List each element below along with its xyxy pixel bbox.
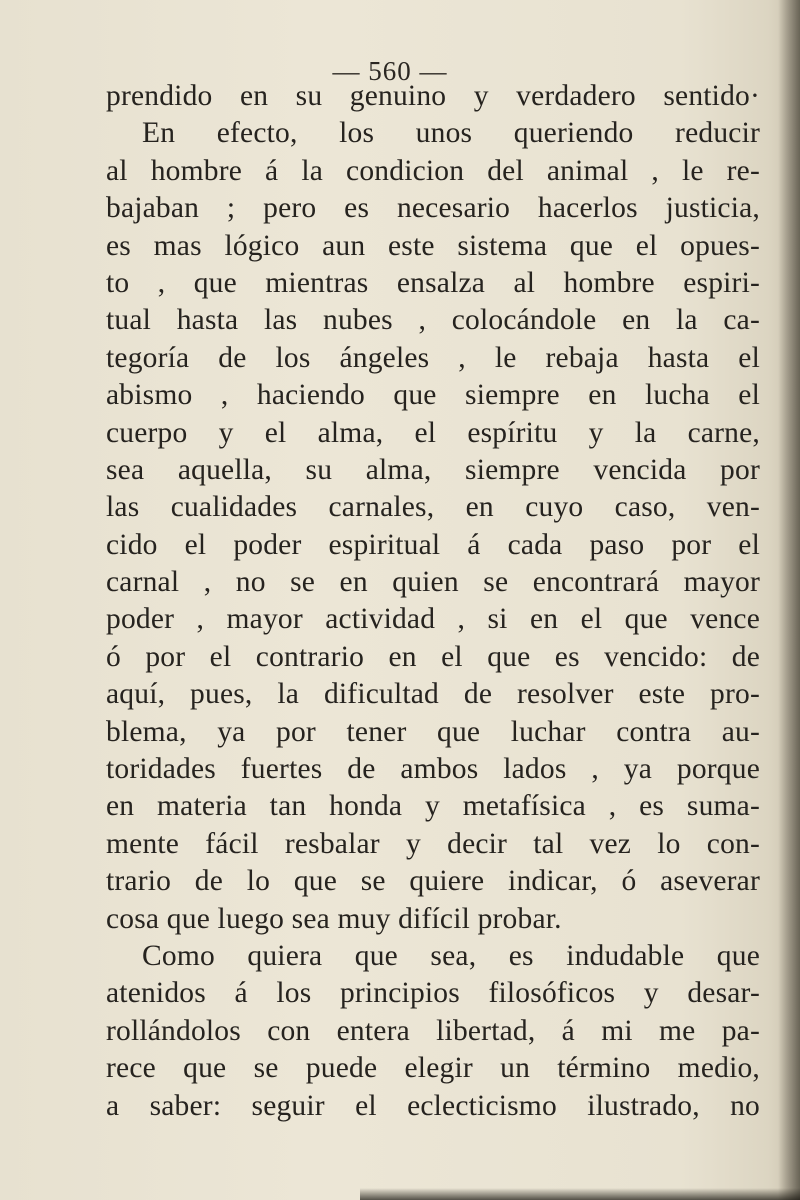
page-bottom-shadow: [360, 1188, 800, 1200]
text-line: blema, ya por tener que luchar contra au-: [106, 715, 760, 748]
text-line: rollándolos con entera libertad, á mi me pa-: [106, 1014, 760, 1047]
text-line: atenidos á los principios filosóficos y desar-: [106, 977, 760, 1010]
text-line: ó por el contrario en el que es vencido: de: [106, 640, 760, 673]
text-line: cosa que luego sea muy difícil probar.: [106, 902, 562, 935]
text-line: bajaban ; pero es necesario hacerlos justicia,: [106, 192, 760, 225]
text-line: En efecto, los unos queriendo reducir: [142, 117, 760, 150]
text-line: en materia tan honda y metafísica , es suma-: [106, 790, 760, 823]
page-binding-shadow: [778, 0, 800, 1200]
text-line: abismo , haciendo que siempre en lucha el: [106, 379, 760, 412]
text-line: to , que mientras ensalza al hombre espiri-: [106, 266, 760, 299]
text-line: es mas lógico aun este sistema que el opues-: [106, 229, 760, 262]
page-number: — 560 —: [332, 56, 448, 86]
text-line: a saber: seguir el eclecticismo ilustrado, no: [106, 1089, 760, 1122]
text-line: aquí, pues, la dificultad de resolver este pro-: [106, 678, 760, 711]
text-line: toridades fuertes de ambos lados , ya porque: [106, 753, 760, 786]
text-line: Como quiera que sea, es indudable que: [142, 939, 760, 972]
text-line: las cualidades carnales, en cuyo caso, ven-: [106, 491, 760, 524]
text-line: tegoría de los ángeles , le rebaja hasta el: [106, 341, 760, 374]
text-line: trario de lo que se quiere indicar, ó aseverar: [106, 865, 760, 898]
text-line: cuerpo y el alma, el espíritu y la carne,: [106, 416, 760, 449]
text-line: rece que se puede elegir un término medio,: [106, 1052, 760, 1085]
text-line: sea aquella, su alma, siempre vencida por: [106, 453, 760, 486]
text-line: mente fácil resbalar y decir tal vez lo con-: [106, 827, 760, 860]
text-line: carnal , no se en quien se encontrará mayor: [106, 566, 760, 599]
text-line: tual hasta las nubes , colocándole en la ca-: [106, 304, 760, 337]
text-line: cido el poder espiritual á cada paso por el: [106, 528, 760, 561]
text-line: poder , mayor actividad , si en el que vence: [106, 603, 760, 636]
text-line: prendido en su genuino y verdadero sentido·: [106, 80, 760, 112]
text-line: al hombre á la condicion del animal , le re-: [106, 154, 760, 187]
body-text: [106, 78, 760, 1125]
